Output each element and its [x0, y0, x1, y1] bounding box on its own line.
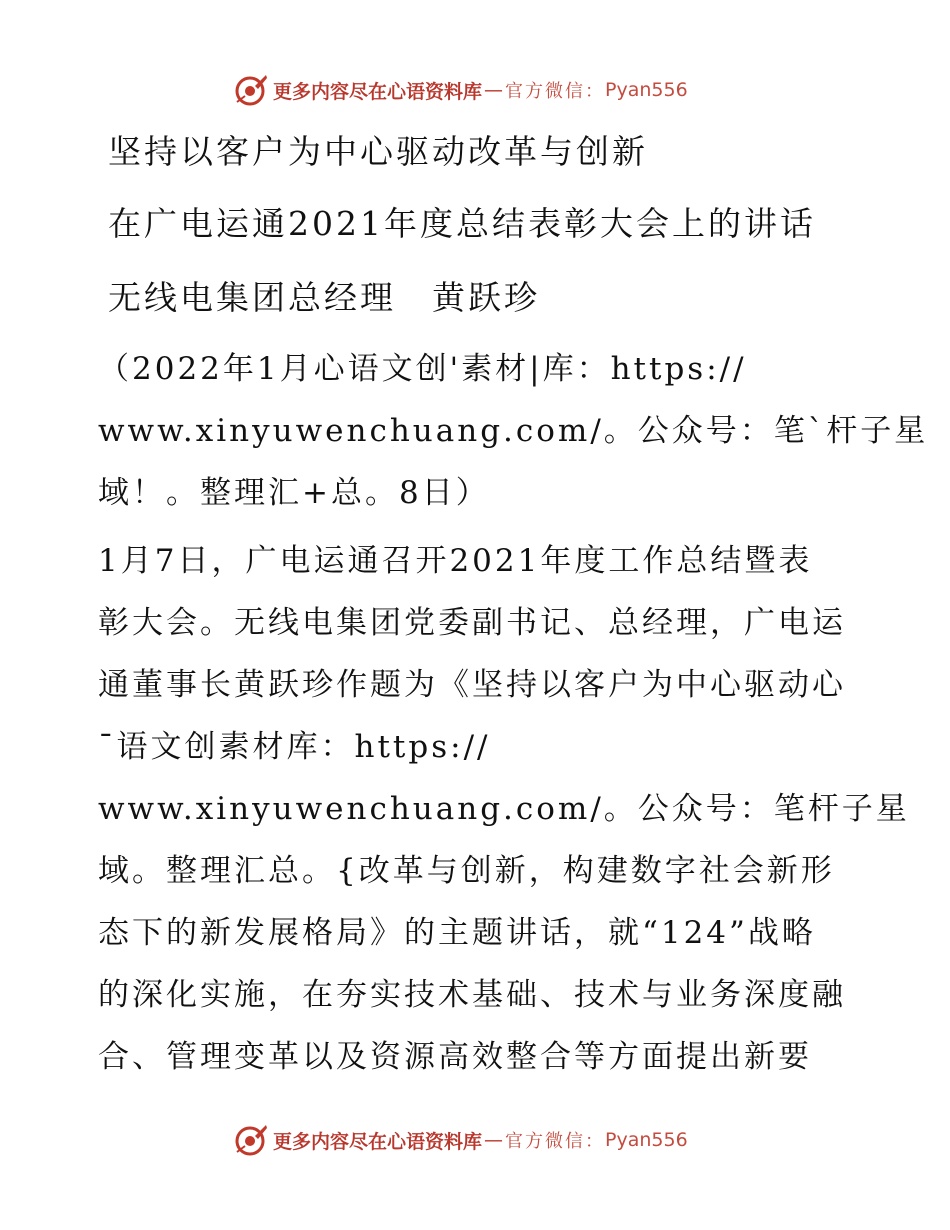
- watermark-dash: —: [484, 1129, 504, 1151]
- body-line: 域。整理汇总。{改革与创新，构建数字社会新形: [98, 853, 835, 889]
- source-note: [98, 338, 929, 524]
- note-line: www.xinyuwenchuang.com/。公众号：笔`杆子星: [98, 413, 929, 449]
- document-title: 坚持以客户为中心驱动改革与创新: [108, 132, 648, 171]
- watermark-brand-text: 更多内容尽在心语资料库: [273, 1130, 483, 1153]
- watermark-wechat-id: Pyan556: [605, 79, 688, 101]
- body-line: 合、管理变革以及资源高效整合等方面提出新要: [98, 1039, 812, 1075]
- document-subtitle: 在广电运通2021年度总结表彰大会上的讲话: [108, 204, 816, 243]
- body-line: www.xinyuwenchuang.com/。公众号：笔杆子星: [98, 791, 910, 827]
- body-line: 通董事长黄跃珍作题为《坚持以客户为中心驱动心: [98, 667, 846, 703]
- body-paragraph: [98, 530, 910, 1088]
- watermark-dash: —: [484, 79, 504, 101]
- watermark-brand-text: 更多内容尽在心语资料库: [273, 80, 483, 103]
- note-line: （2022年1月心语文创'素材|库：https://: [98, 351, 747, 387]
- speaker-line: 无线电集团总经理 黄跃珍: [108, 278, 540, 317]
- watermark-wechat-id: Pyan556: [605, 1129, 688, 1151]
- body-line: 态下的新发展格局》的主题讲话，就“124”战略: [98, 915, 816, 951]
- body-line: 彰大会。无线电集团党委副书记、总经理，广电运: [98, 605, 846, 641]
- watermark-banner-bottom: [233, 1120, 753, 1160]
- quill-logo-icon: [233, 72, 269, 108]
- watermark-banner-top: [233, 70, 753, 110]
- quill-logo-icon: [233, 1122, 269, 1158]
- watermark-official-label: 官方微信：: [505, 81, 606, 102]
- note-line: 域！。整理汇+总。8日）: [98, 475, 490, 511]
- body-line: ¯语文创素材库：https://: [98, 729, 491, 765]
- watermark-official-label: 官方微信：: [505, 1131, 606, 1152]
- body-line: 1月7日，广电运通召开2021年度工作总结暨表: [98, 543, 813, 579]
- body-line: 的深化实施，在夯实技术基础、技术与业务深度融: [98, 977, 846, 1013]
